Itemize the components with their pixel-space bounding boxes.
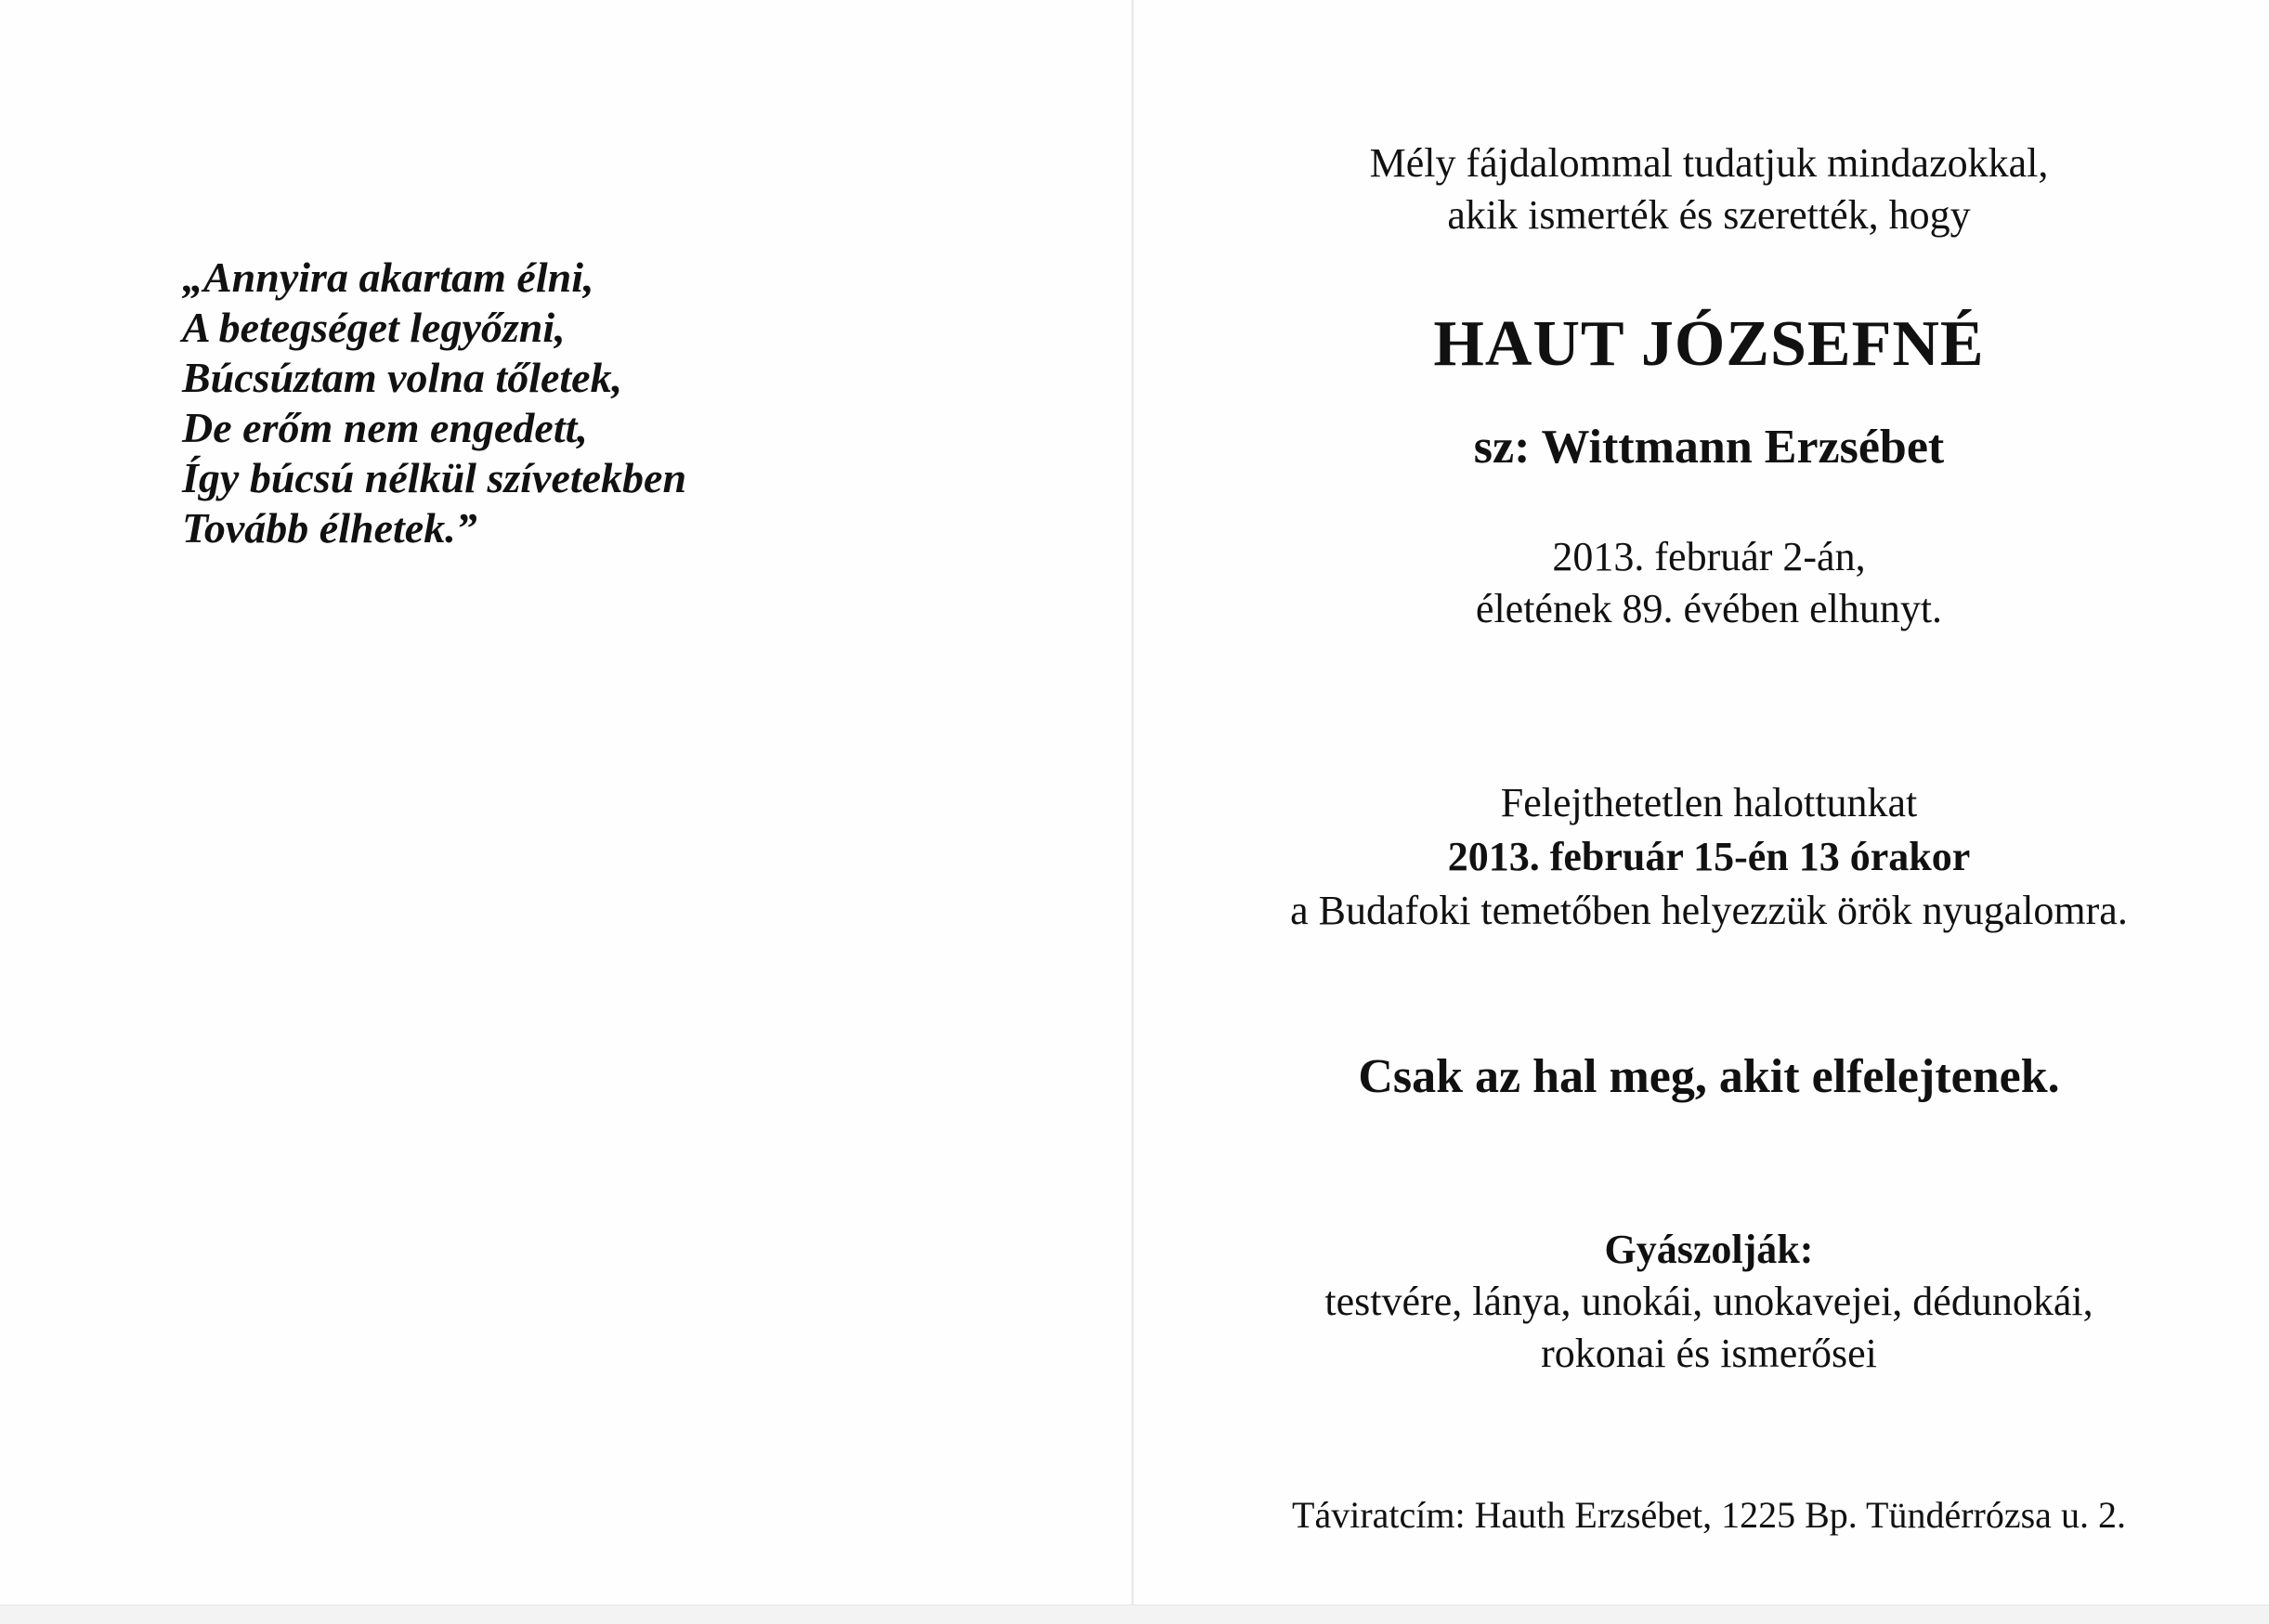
- farewell-poem: [182, 253, 832, 553]
- mourners-list: testvére, lánya, unokái, unokavejei, dédunokái,: [1324, 1279, 2093, 1324]
- death-details: [1198, 531, 2220, 635]
- mourners-section: [1198, 1224, 2220, 1380]
- poem-line: Így búcsú nélkül szívetekben: [182, 454, 687, 501]
- funeral-details: [1198, 776, 2220, 938]
- card-fold: [1131, 0, 1134, 1623]
- funeral-location: a Budafoki temetőben helyezzük örök nyugalomra.: [1290, 888, 2128, 933]
- poem-line: „Annyira akartam élni,: [182, 253, 594, 301]
- death-age: életének 89. évében elhunyt.: [1475, 586, 1943, 631]
- scan-edge: [0, 1605, 2269, 1624]
- announcement-intro: [1198, 137, 2220, 241]
- funeral-datetime: 2013. február 15-én 13 órakor: [1447, 834, 1971, 879]
- funeral-intro: Felejthetetlen halottunkat: [1500, 780, 1918, 825]
- poem-line: De erőm nem engedett,: [182, 404, 588, 451]
- memorial-motto: Csak az hal meg, akit elfelejtenek.: [1358, 1050, 2060, 1103]
- deceased-name: HAUT JÓZSEFNÉ: [1433, 308, 1985, 380]
- poem-line: A betegséget legyőzni,: [182, 304, 566, 351]
- poem-line: Búcsúztam volna tőletek,: [182, 354, 623, 401]
- death-date: 2013. február 2-án,: [1552, 534, 1866, 579]
- mourners-list-continued: rokonai és ismerősei: [1541, 1331, 1877, 1376]
- telegram-address: Táviratcím: Hauth Erzsébet, 1225 Bp. Tündérrózsa u. 2.: [1292, 1494, 2126, 1536]
- maiden-name: sz: Wittmann Erzsébet: [1473, 421, 1945, 474]
- intro-line: Mély fájdalommal tudatjuk mindazokkal,: [1369, 140, 2049, 186]
- mourners-heading: Gyászolják:: [1604, 1227, 1814, 1272]
- intro-line: akik ismerték és szerették, hogy: [1447, 192, 1971, 238]
- poem-line: Tovább élhetek.”: [182, 504, 477, 552]
